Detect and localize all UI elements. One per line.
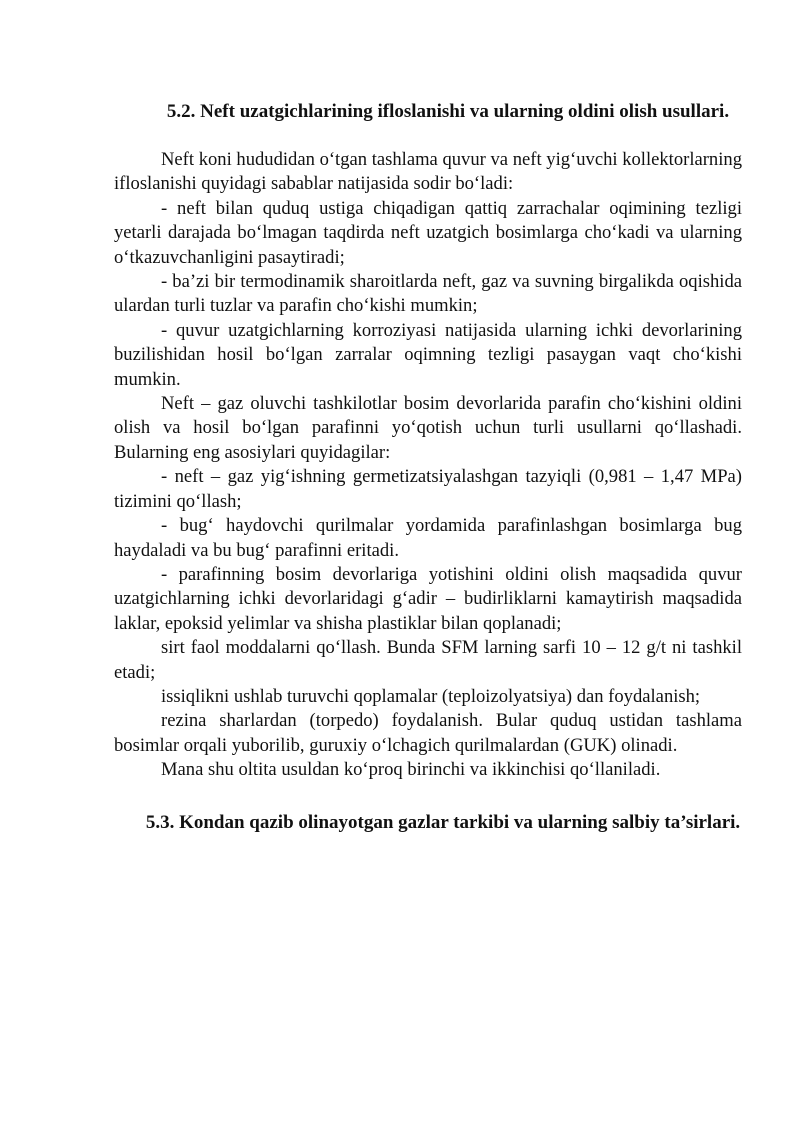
paragraph-method-surfactant: sirt faol moddalarni qo‘llash. Bunda SFM larning sarfi 10 – 12 g/t ni tashkil etadi; (114, 637, 742, 683)
spacer (114, 124, 742, 148)
section-5-2-title: 5.2. Neft uzatgichlarining ifloslanishi va ularning oldini olish usullari. (166, 101, 730, 122)
paragraph-method-steam: - bug‘ haydovchi qurilmalar yordamida parafinlashgan bosimlarga bug haydaladi va bu bug‘ parafinni eritadi. (114, 515, 742, 561)
paragraph-method-insulation: issiqlikni ushlab turuvchi qoplamalar (teploizolyatsiya) dan foydalanish; (161, 685, 701, 707)
document-page (114, 100, 742, 835)
paragraph-method-rubber-balls: rezina sharlardan (torpedo) foydalanish. Bular quduq ustidan tashlama bosimlar orqali yuborilib, guruxiy o‘lchagich qurilmalardan (GUK) olinadi. (114, 710, 742, 756)
paragraph-methods-intro: Neft – gaz oluvchi tashkilotlar bosim devorlarida parafin cho‘kishini oldini olish va hosil bo‘lgan parafinni yo‘qotish uchun turli usullarni qo‘llashadi. Bularning eng asosiylari quyidagilar: (114, 393, 742, 463)
paragraph-method-pressure-system: - neft – gaz yig‘ishning germetizatsiyalashgan tazyiqli (0,981 – 1,47 MPa) tizimini qo‘llash; (114, 466, 742, 512)
paragraph-item-corrosion: - quvur uzatgichlarning korroziyasi natijasida ularning ichki devorlarining buzilishidan hosil bo‘lgan zarralar oqimning tezligi pasaygan vaqt cho‘kishi mumkin. (114, 319, 742, 390)
section-5-3-title: 5.3. Kondan qazib olinayotgan gazlar tarkibi va ularning salbiy ta’sirlari. (145, 811, 741, 833)
paragraph-item-salts-paraffin: - ba’zi bir termodinamik sharoitlarda neft, gaz va suvning birgalikda oqishida ulardan turli tuzlar va parafin cho‘kishi mumkin; (114, 271, 742, 317)
paragraph-item-solid-particles: - neft bilan quduq ustiga chiqadigan qattiq zarrachalar oqimining tezligi yetarli darajada bo‘lmagan taqdirda neft uzatgich bosimlarga cho‘kadi va ularning o‘tkazuvchanligini pasaytiradi; (114, 197, 742, 268)
paragraph-conclusion: Mana shu oltita usuldan ko‘proq birinchi va ikkinchisi qo‘llaniladi. (161, 759, 661, 781)
paragraph-method-coating: - parafinning bosim devorlariga yotishini oldini olish maqsadida quvur uzatgichlarning ichki devorlaridagi g‘adir – budirliklarni kamaytirish maqsadida laklar, epoksid yelimlar va shisha plastiklar bilan qoplanadi; (114, 563, 742, 634)
paragraph-intro: Neft koni hududidan o‘tgan tashlama quvur va neft yig‘uvchi kollektorlarning ifloslanishi quyidagi sabablar natijasida sodir bo‘ladi: (114, 149, 742, 195)
